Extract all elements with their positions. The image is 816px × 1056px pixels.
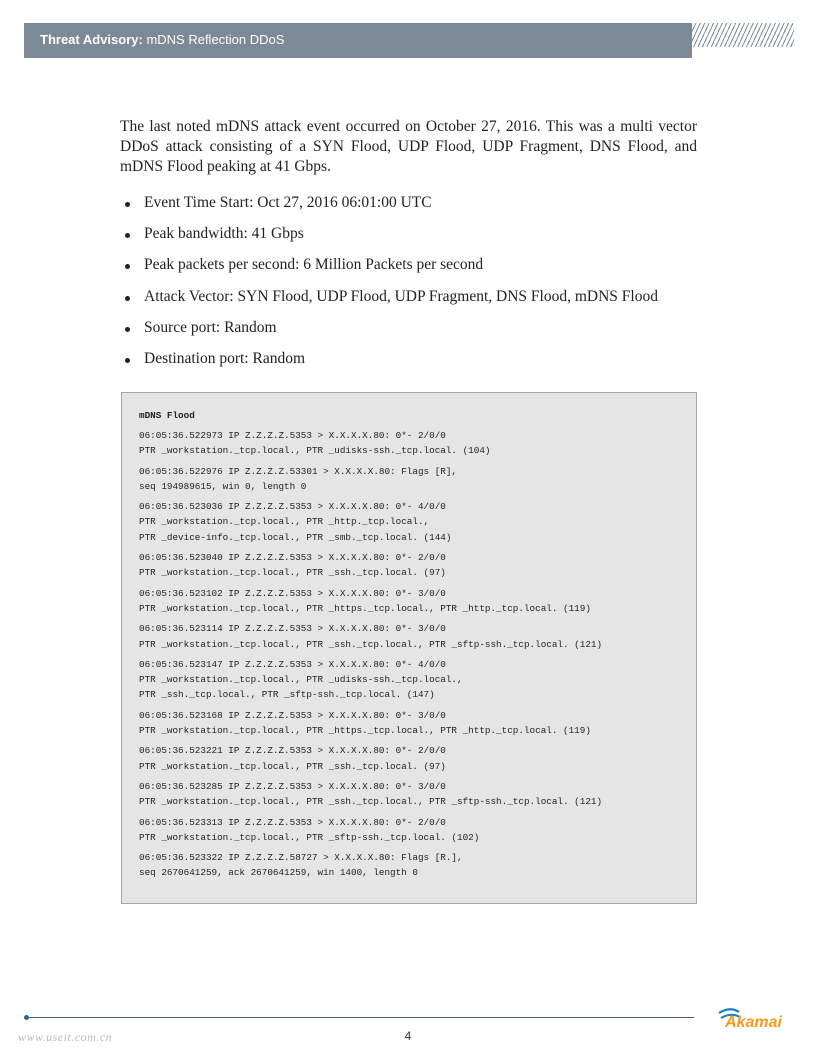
log-line: PTR _workstation._tcp.local., PTR _ssh._tcp.local., PTR _sftp-ssh._tcp.local. (121) (139, 638, 603, 650)
log-line: 06:05:36.523036 IP Z.Z.Z.Z.5353 > X.X.X.X.80: 0*- 4/0/0 (139, 501, 446, 513)
log-line: PTR _workstation._tcp.local., PTR _ssh._tcp.local. (97) (139, 760, 446, 772)
log-line: PTR _workstation._tcp.local., PTR _udisks-ssh._tcp.local., (139, 674, 463, 686)
log-line: 06:05:36.523285 IP Z.Z.Z.Z.5353 > X.X.X.X.80: 0*- 3/0/0 (139, 780, 446, 792)
code-block-content (139, 408, 684, 886)
log-entry (139, 550, 684, 581)
log-line: 06:05:36.523168 IP Z.Z.Z.Z.5353 > X.X.X.X.80: 0*- 3/0/0 (139, 709, 446, 721)
page-number: 4 (404, 1029, 412, 1043)
log-entry (139, 708, 684, 739)
intro-paragraph: The last noted mDNS attack event occurred on October 27, 2016. This was a multi vector DDoS attack consisting of a SYN Flood, UDP Flood, UDP Fragment, DNS Flood, and mDNS Flood peaking at 41 Gbps. (120, 118, 697, 175)
log-line: PTR _ssh._tcp.local., PTR _sftp-ssh._tcp.local. (147) (139, 689, 435, 701)
list-item (120, 193, 720, 224)
code-block (121, 392, 697, 904)
log-line: 06:05:36.523322 IP Z.Z.Z.Z.58727 > X.X.X.X.80: Flags [R.], (139, 852, 463, 864)
bullet-icon (125, 327, 130, 332)
list-item (120, 224, 720, 255)
document-title-prefix: Threat Advisory: (40, 32, 143, 47)
list-item (120, 287, 720, 318)
list-item-text: Source port: Random (144, 318, 277, 336)
bullet-icon (125, 202, 130, 207)
bullet-icon (125, 233, 130, 238)
log-line: 06:05:36.522973 IP Z.Z.Z.Z.5353 > X.X.X.X.80: 0*- 2/0/0 (139, 430, 446, 441)
log-line: 06:05:36.522976 IP Z.Z.Z.Z.53301 > X.X.X.X.80: Flags [R], (139, 465, 458, 477)
log-line: PTR _device-info._tcp.local., PTR _smb._tcp.local. (144) (139, 531, 452, 543)
bullet-icon (125, 358, 130, 363)
log-entry (139, 815, 684, 846)
watermark: www.useit.com.cn (18, 1030, 113, 1044)
footer-rule (26, 1017, 694, 1018)
log-entry (139, 499, 684, 545)
log-line: PTR _workstation._tcp.local., PTR _http._tcp.local., (139, 516, 430, 528)
log-line: 06:05:36.523040 IP Z.Z.Z.Z.5353 > X.X.X.X.80: 0*- 2/0/0 (139, 552, 446, 564)
log-line: 06:05:36.523147 IP Z.Z.Z.Z.5353 > X.X.X.X.80: 0*- 4/0/0 (139, 658, 446, 670)
logo-wordmark: Akamai (725, 1014, 782, 1031)
log-line: PTR _workstation._tcp.local., PTR _https._tcp.local., PTR _http._tcp.local. (119) (139, 725, 591, 737)
code-block-title: mDNS Flood (139, 410, 195, 421)
log-entry (139, 657, 684, 703)
log-line: PTR _workstation._tcp.local., PTR _sftp-ssh._tcp.local. (102) (139, 831, 480, 843)
attack-details-list (120, 193, 720, 380)
log-entry (139, 743, 684, 774)
log-entry (139, 621, 684, 652)
log-line: PTR _workstation._tcp.local., PTR _https._tcp.local., PTR _http._tcp.local. (119) (139, 602, 591, 614)
log-entry (139, 428, 684, 459)
log-line: PTR _workstation._tcp.local., PTR _udisks-ssh._tcp.local. (104) (139, 445, 491, 457)
log-entry (139, 779, 684, 810)
log-line: 06:05:36.523114 IP Z.Z.Z.Z.5353 > X.X.X.X.80: 0*- 3/0/0 (139, 623, 446, 635)
document-title-subject: mDNS Reflection DDoS (142, 32, 285, 47)
log-line: 06:05:36.523102 IP Z.Z.Z.Z.5353 > X.X.X.X.80: 0*- 3/0/0 (139, 587, 446, 599)
log-entry (139, 464, 684, 495)
list-item-text: Peak packets per second: 6 Million Packets per second (144, 256, 484, 274)
log-line: seq 2670641259, ack 2670641259, win 1400, length 0 (139, 867, 418, 879)
list-item (120, 318, 720, 349)
list-item-text: Event Time Start: Oct 27, 2016 06:01:00 UTC (144, 194, 432, 211)
bullet-icon (125, 296, 130, 301)
log-line: 06:05:36.523313 IP Z.Z.Z.Z.5353 > X.X.X.X.80: 0*- 2/0/0 (139, 816, 446, 828)
document-title (40, 32, 284, 47)
log-line: 06:05:36.523221 IP Z.Z.Z.Z.5353 > X.X.X.X.80: 0*- 2/0/0 (139, 745, 446, 757)
log-line: PTR _workstation._tcp.local., PTR _ssh._tcp.local., PTR _sftp-ssh._tcp.local. (121) (139, 796, 603, 808)
list-item (120, 349, 720, 380)
list-item-text: Attack Vector: SYN Flood, UDP Flood, UDP Fragment, DNS Flood, mDNS Flood (144, 287, 658, 305)
log-line: PTR _workstation._tcp.local., PTR _ssh._tcp.local. (97) (139, 567, 446, 579)
log-entry (139, 850, 684, 881)
akamai-logo (706, 996, 794, 1036)
list-item (120, 255, 720, 286)
list-item-text: Destination port: Random (144, 349, 306, 367)
header-hatch-decoration (670, 23, 794, 47)
log-entry (139, 586, 684, 617)
list-item-text: Peak bandwidth: 41 Gbps (144, 225, 304, 243)
log-line: seq 194989615, win 0, length 0 (139, 480, 307, 492)
bullet-icon (125, 264, 130, 269)
